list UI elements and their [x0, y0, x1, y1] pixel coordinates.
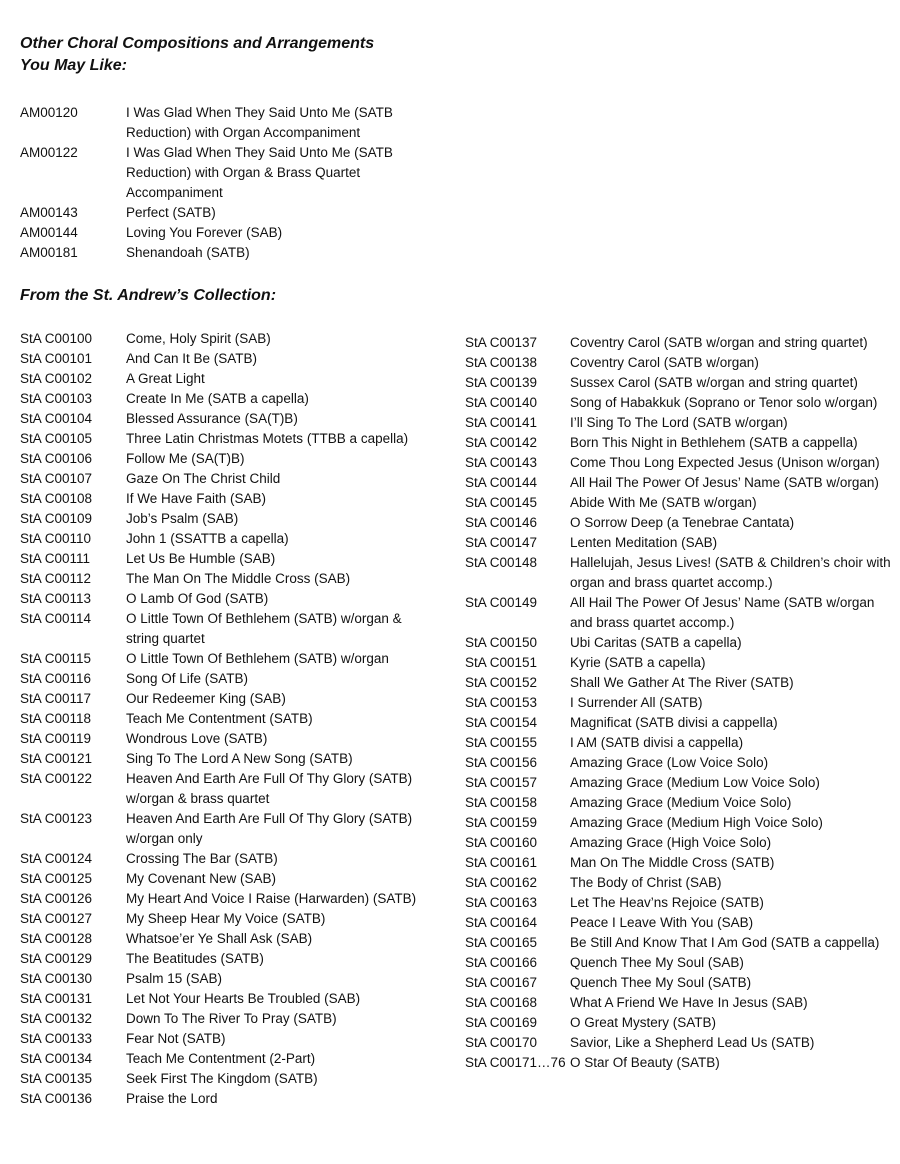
item-code: StA C00124 [20, 851, 93, 866]
item-code: StA C00125 [20, 871, 93, 886]
item-title: Loving You Forever (SAB) [126, 225, 283, 240]
item-title: Heaven And Earth Are Full Of Thy Glory (SATB) w/organ & brass quartet [126, 771, 413, 806]
item-title: All Hail The Power Of Jesus’ Name (SATB w/organ and brass quartet accomp.) [570, 595, 875, 630]
list-item [465, 933, 897, 953]
list-item [20, 1089, 420, 1109]
item-title: Abide With Me (SATB w/organ) [570, 495, 757, 510]
item-title: Gaze On The Christ Child [126, 471, 281, 486]
item-code: StA C00123 [20, 811, 93, 826]
item-title: Song of Habakkuk (Soprano or Tenor solo w/organ) [570, 395, 878, 410]
item-code: StA C00111 [20, 551, 91, 566]
list-item [465, 813, 897, 833]
item-title: Come Thou Long Expected Jesus (Unison w/organ) [570, 455, 880, 470]
item-title: I’ll Sing To The Lord (SATB w/organ) [570, 415, 788, 430]
list-item [20, 729, 420, 749]
item-code: StA C00103 [20, 391, 93, 406]
item-title: Man On The Middle Cross (SATB) [570, 855, 775, 870]
item-title: Wondrous Love (SATB) [126, 731, 268, 746]
list-item [20, 589, 420, 609]
item-code: StA C00104 [20, 411, 93, 426]
item-title: What A Friend We Have In Jesus (SAB) [570, 995, 808, 1010]
item-title: O Star Of Beauty (SATB) [570, 1055, 720, 1070]
item-title: My Heart And Voice I Raise (Harwarden) (SATB) [126, 891, 417, 906]
item-title: Sussex Carol (SATB w/organ and string quartet) [570, 375, 858, 390]
list-item [20, 929, 420, 949]
item-title: Kyrie (SATB a capella) [570, 655, 706, 670]
item-title: Seek First The Kingdom (SATB) [126, 1071, 318, 1086]
list-item [20, 949, 420, 969]
item-code: StA C00165 [465, 935, 538, 950]
list-item [20, 449, 420, 469]
item-code: StA C00167 [465, 975, 538, 990]
item-title: Create In Me (SATB a capella) [126, 391, 309, 406]
list-item [465, 353, 897, 373]
list-item [465, 433, 897, 453]
item-title: Ubi Caritas (SATB a capella) [570, 635, 742, 650]
list-item [20, 689, 420, 709]
item-code: AM00122 [20, 145, 78, 160]
list-item [20, 369, 420, 389]
item-code: StA C00154 [465, 715, 538, 730]
list-item [20, 1069, 420, 1089]
list-item [20, 1049, 420, 1069]
list-item [20, 649, 420, 669]
item-code: StA C00114 [20, 611, 92, 626]
list-item [20, 969, 420, 989]
list-item [20, 1009, 420, 1029]
item-title: O Lamb Of God (SATB) [126, 591, 269, 606]
collection-heading: From the St. Andrew’s Collection: [20, 287, 277, 304]
item-code: StA C00147 [465, 535, 538, 550]
item-code: StA C00119 [20, 731, 92, 746]
item-code: StA C00135 [20, 1071, 93, 1086]
item-code: StA C00113 [20, 591, 92, 606]
list-item [20, 223, 400, 243]
item-title: All Hail The Power Of Jesus’ Name (SATB w/organ) [570, 475, 879, 490]
item-title: Amazing Grace (Medium Low Voice Solo) [570, 775, 820, 790]
item-title: Quench Thee My Soul (SAB) [570, 955, 744, 970]
item-title: O Sorrow Deep (a Tenebrae Cantata) [570, 515, 795, 530]
item-code: StA C00153 [465, 695, 538, 710]
item-code: StA C00138 [465, 355, 538, 370]
item-code: StA C00101 [20, 351, 93, 366]
collection-list-left [20, 329, 420, 1109]
item-code: StA C00152 [465, 675, 538, 690]
list-item [20, 349, 420, 369]
list-item [465, 593, 897, 633]
item-code: StA C00160 [465, 835, 538, 850]
item-code: StA C00163 [465, 895, 538, 910]
item-code: StA C00168 [465, 995, 538, 1010]
list-item [20, 529, 420, 549]
item-title: Praise the Lord [126, 1091, 218, 1106]
list-item [465, 633, 897, 653]
item-title: Teach Me Contentment (SATB) [126, 711, 313, 726]
item-title: Let The Heav’ns Rejoice (SATB) [570, 895, 764, 910]
item-title: The Body of Christ (SAB) [570, 875, 722, 890]
page-heading [20, 33, 374, 77]
list-item [20, 143, 400, 203]
item-title: O Little Town Of Bethlehem (SATB) w/organ [126, 651, 389, 666]
item-title: I Surrender All (SATB) [570, 695, 703, 710]
item-code: StA C00127 [20, 911, 93, 926]
item-code: StA C00166 [465, 955, 538, 970]
item-code: StA C00116 [20, 671, 92, 686]
list-item [20, 989, 420, 1009]
item-code: StA C00158 [465, 795, 538, 810]
list-item [20, 849, 420, 869]
list-item [465, 413, 897, 433]
list-item [20, 203, 400, 223]
item-title: John 1 (SSATTB a capella) [126, 531, 289, 546]
item-code: StA C00110 [20, 531, 92, 546]
list-item [465, 873, 897, 893]
list-item [465, 693, 897, 713]
item-title: Three Latin Christmas Motets (TTBB a capella) [126, 431, 409, 446]
list-item [20, 769, 420, 809]
item-code: StA C00150 [465, 635, 538, 650]
list-item [465, 653, 897, 673]
item-title: Psalm 15 (SAB) [126, 971, 223, 986]
item-code: StA C00122 [20, 771, 93, 786]
item-title: Amazing Grace (Medium High Voice Solo) [570, 815, 823, 830]
item-code: StA C00159 [465, 815, 538, 830]
list-item [465, 893, 897, 913]
item-code: StA C00131 [20, 991, 93, 1006]
list-item [20, 549, 420, 569]
list-item [465, 733, 897, 753]
item-title: O Little Town Of Bethlehem (SATB) w/organ & string quartet [126, 611, 402, 646]
list-item [20, 569, 420, 589]
list-item [465, 393, 897, 413]
item-code: StA C00146 [465, 515, 538, 530]
item-code: StA C00112 [20, 571, 92, 586]
item-code: StA C00121 [20, 751, 93, 766]
item-code: StA C00143 [465, 455, 538, 470]
list-item [20, 669, 420, 689]
item-code: StA C00100 [20, 331, 93, 346]
item-title: And Can It Be (SATB) [126, 351, 258, 366]
item-code: StA C00106 [20, 451, 93, 466]
item-title: Let Us Be Humble (SAB) [126, 551, 276, 566]
list-item [20, 709, 420, 729]
item-title: Blessed Assurance (SA(T)B) [126, 411, 298, 426]
list-item [20, 429, 420, 449]
item-code: StA C00115 [20, 651, 92, 666]
list-item [465, 333, 897, 353]
item-code: StA C00137 [465, 335, 538, 350]
item-code: StA C00162 [465, 875, 538, 890]
item-code: StA C00133 [20, 1031, 93, 1046]
item-code: StA C00126 [20, 891, 93, 906]
list-item [465, 533, 897, 553]
list-item [465, 373, 897, 393]
list-item [20, 329, 420, 349]
item-code: AM00181 [20, 245, 78, 260]
list-item [465, 553, 897, 593]
list-item [465, 493, 897, 513]
item-title: Down To The River To Pray (SATB) [126, 1011, 337, 1026]
item-title: Perfect (SATB) [126, 205, 216, 220]
list-item [20, 489, 420, 509]
item-code: StA C00105 [20, 431, 93, 446]
item-code: StA C00140 [465, 395, 538, 410]
item-code: AM00143 [20, 205, 78, 220]
list-item [20, 809, 420, 849]
item-code: StA C00157 [465, 775, 538, 790]
item-title: Let Not Your Hearts Be Troubled (SAB) [126, 991, 361, 1006]
item-code: StA C00117 [20, 691, 92, 706]
item-code: AM00120 [20, 105, 78, 120]
list-item [465, 453, 897, 473]
item-title: Whatsoe’er Ye Shall Ask (SAB) [126, 931, 313, 946]
item-code: StA C00161 [465, 855, 538, 870]
item-title: Coventry Carol (SATB w/organ) [570, 355, 759, 370]
item-title: Lenten Meditation (SAB) [570, 535, 718, 550]
item-code: StA C00139 [465, 375, 538, 390]
item-title: Hallelujah, Jesus Lives! (SATB & Children’s choir with organ and brass quartet accomp.) [570, 555, 891, 590]
item-title: A Great Light [126, 371, 205, 386]
item-code: StA C00149 [465, 595, 538, 610]
item-title: Follow Me (SA(T)B) [126, 451, 245, 466]
list-item [20, 609, 420, 649]
am-list [20, 103, 400, 263]
item-code: StA C00144 [465, 475, 538, 490]
item-code: StA C00129 [20, 951, 93, 966]
item-code: StA C00108 [20, 491, 93, 506]
list-item [465, 853, 897, 873]
item-code: StA C00107 [20, 471, 93, 486]
list-item [465, 913, 897, 933]
list-item [20, 243, 400, 263]
item-title: Savior, Like a Shepherd Lead Us (SATB) [570, 1035, 815, 1050]
list-item [465, 973, 897, 993]
item-code: StA C00156 [465, 755, 538, 770]
list-item [20, 389, 420, 409]
list-item [465, 1033, 897, 1053]
item-title: Born This Night in Bethlehem (SATB a cappella) [570, 435, 858, 450]
item-code: StA C00136 [20, 1091, 93, 1106]
item-code: StA C00134 [20, 1051, 93, 1066]
item-code: StA C00164 [465, 915, 538, 930]
item-code: StA C00171…76 [465, 1055, 566, 1070]
item-title: I Was Glad When They Said Unto Me (SATB Reduction) with Organ Accompaniment [126, 105, 393, 140]
list-item [20, 409, 420, 429]
item-title: Peace I Leave With You (SAB) [570, 915, 754, 930]
list-item [20, 469, 420, 489]
list-item [465, 513, 897, 533]
list-item [465, 713, 897, 733]
list-item [465, 833, 897, 853]
list-item [465, 793, 897, 813]
item-code: StA C00155 [465, 735, 538, 750]
item-title: Heaven And Earth Are Full Of Thy Glory (SATB) w/organ only [126, 811, 413, 846]
item-title: My Covenant New (SAB) [126, 871, 277, 886]
item-code: StA C00141 [465, 415, 538, 430]
item-title: Fear Not (SATB) [126, 1031, 226, 1046]
item-code: StA C00142 [465, 435, 538, 450]
collection-list-right [465, 333, 897, 1073]
item-title: If We Have Faith (SAB) [126, 491, 267, 506]
list-item [20, 1029, 420, 1049]
item-title: Job’s Psalm (SAB) [126, 511, 239, 526]
item-title: Teach Me Contentment (2-Part) [126, 1051, 316, 1066]
item-title: I AM (SATB divisi a cappella) [570, 735, 744, 750]
item-code: StA C00151 [465, 655, 538, 670]
list-item [465, 1013, 897, 1033]
item-title: Come, Holy Spirit (SAB) [126, 331, 271, 346]
item-code: StA C00132 [20, 1011, 93, 1026]
item-title: Sing To The Lord A New Song (SATB) [126, 751, 353, 766]
item-title: Magnificat (SATB divisi a cappella) [570, 715, 778, 730]
item-title: Our Redeemer King (SAB) [126, 691, 286, 706]
item-title: Quench Thee My Soul (SATB) [570, 975, 752, 990]
list-item [20, 749, 420, 769]
item-code: StA C00118 [20, 711, 92, 726]
item-code: StA C00130 [20, 971, 93, 986]
list-item [20, 909, 420, 929]
item-title: Amazing Grace (Low Voice Solo) [570, 755, 769, 770]
list-item [20, 889, 420, 909]
heading-line-1: Other Choral Compositions and Arrangements [20, 35, 375, 52]
list-item [20, 103, 400, 143]
item-title: Coventry Carol (SATB w/organ and string quartet) [570, 335, 868, 350]
item-code: StA C00170 [465, 1035, 538, 1050]
item-title: My Sheep Hear My Voice (SATB) [126, 911, 326, 926]
item-title: Be Still And Know That I Am God (SATB a cappella) [570, 935, 880, 950]
item-title: Shenandoah (SATB) [126, 245, 250, 260]
item-code: StA C00109 [20, 511, 93, 526]
item-code: StA C00102 [20, 371, 93, 386]
item-code: AM00144 [20, 225, 78, 240]
item-title: Song Of Life (SATB) [126, 671, 249, 686]
list-item [20, 509, 420, 529]
list-item [465, 993, 897, 1013]
heading-line-2: You May Like: [20, 57, 127, 74]
list-item [465, 673, 897, 693]
item-title: Amazing Grace (High Voice Solo) [570, 835, 772, 850]
item-title: Amazing Grace (Medium Voice Solo) [570, 795, 792, 810]
item-code: StA C00169 [465, 1015, 538, 1030]
list-item [465, 953, 897, 973]
item-title: O Great Mystery (SATB) [570, 1015, 717, 1030]
item-title: I Was Glad When They Said Unto Me (SATB Reduction) with Organ & Brass Quartet Accompaniment [126, 145, 393, 200]
list-item [465, 773, 897, 793]
list-item [465, 1053, 897, 1073]
item-code: StA C00145 [465, 495, 538, 510]
item-title: Shall We Gather At The River (SATB) [570, 675, 794, 690]
item-title: Crossing The Bar (SATB) [126, 851, 278, 866]
list-item [20, 869, 420, 889]
item-title: The Man On The Middle Cross (SAB) [126, 571, 351, 586]
list-item [465, 473, 897, 493]
item-code: StA C00128 [20, 931, 93, 946]
list-item [465, 753, 897, 773]
item-title: The Beatitudes (SATB) [126, 951, 264, 966]
item-code: StA C00148 [465, 555, 538, 570]
